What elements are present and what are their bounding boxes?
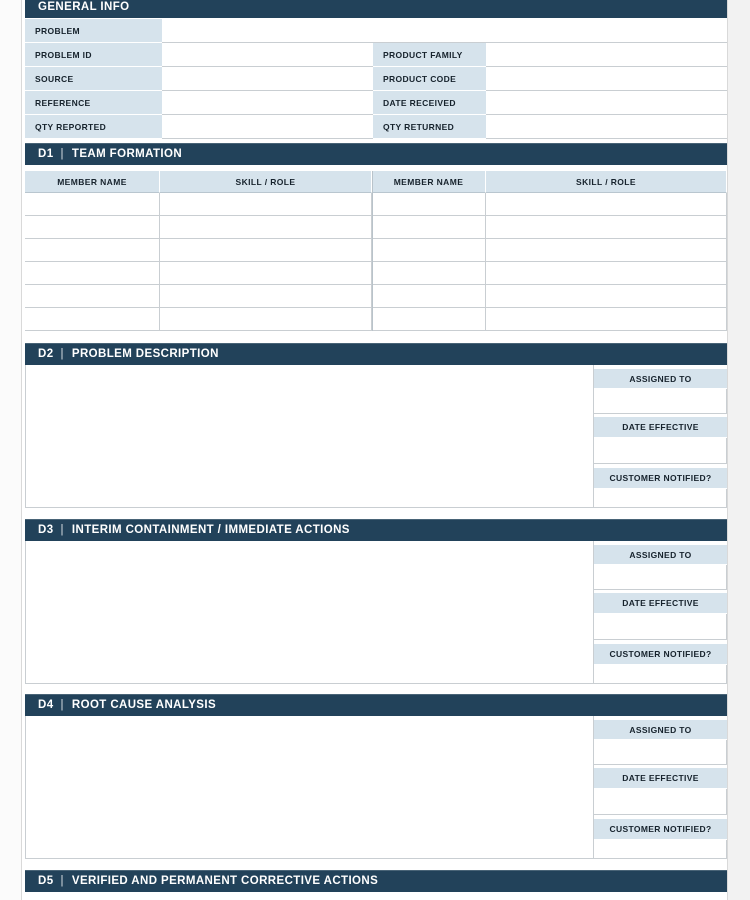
textarea-d3-actions[interactable]: [25, 541, 594, 684]
input-reference[interactable]: [162, 91, 373, 115]
section-code-d5: D5: [38, 875, 54, 887]
label-reference: REFERENCE: [25, 91, 162, 115]
section-separator-d1: |: [60, 148, 64, 160]
input-d3-assigned-to[interactable]: [594, 565, 727, 590]
table-row[interactable]: [486, 216, 727, 239]
label-source: SOURCE: [25, 67, 162, 91]
column-header-skill-role-1: SKILL / ROLE: [160, 171, 372, 193]
input-qty-returned[interactable]: [486, 115, 727, 139]
table-row[interactable]: [486, 285, 727, 308]
table-row[interactable]: [25, 216, 160, 239]
section-separator-d4: |: [60, 699, 64, 711]
table-row[interactable]: [160, 239, 372, 262]
input-d3-date-effective[interactable]: [594, 614, 727, 640]
input-product-family[interactable]: [486, 43, 727, 67]
table-row[interactable]: [160, 216, 372, 239]
section-header-general-info: [25, 0, 727, 18]
label-d2-customer-notified: CUSTOMER NOTIFIED?: [594, 468, 727, 489]
input-date-received[interactable]: [486, 91, 727, 115]
table-row[interactable]: [372, 285, 486, 308]
section-code-d3: D3: [38, 524, 54, 536]
label-d3-date-effective: DATE EFFECTIVE: [594, 593, 727, 614]
label-qty-reported: QTY REPORTED: [25, 115, 162, 139]
table-row[interactable]: [160, 285, 372, 308]
section-header-d3: [25, 519, 727, 541]
input-problem[interactable]: [162, 19, 727, 43]
table-row[interactable]: [372, 193, 486, 216]
label-product-code: PRODUCT CODE: [373, 67, 486, 91]
table-row[interactable]: [372, 216, 486, 239]
section-title-d3: INTERIM CONTAINMENT / IMMEDIATE ACTIONS: [71, 524, 350, 536]
label-d2-assigned-to: ASSIGNED TO: [594, 369, 727, 389]
input-d2-assigned-to[interactable]: [594, 389, 727, 414]
label-d3-customer-notified: CUSTOMER NOTIFIED?: [594, 644, 727, 665]
column-header-member-name-1: MEMBER NAME: [25, 171, 160, 193]
section-separator-d5: |: [60, 875, 64, 887]
section-title-d2: PROBLEM DESCRIPTION: [71, 348, 219, 360]
label-date-received: DATE RECEIVED: [373, 91, 486, 115]
label-d4-date-effective: DATE EFFECTIVE: [594, 768, 727, 789]
column-header-member-name-2: MEMBER NAME: [372, 171, 486, 193]
input-d2-customer-notified[interactable]: [594, 489, 727, 508]
section-separator-d3: |: [60, 524, 64, 536]
section-code-d1: D1: [38, 148, 54, 160]
label-problem-id: PROBLEM ID: [25, 43, 162, 67]
input-problem-id[interactable]: [162, 43, 373, 67]
textarea-d4-root-cause[interactable]: [25, 716, 594, 859]
section-code-d2: D2: [38, 348, 54, 360]
table-row[interactable]: [372, 239, 486, 262]
label-d4-customer-notified: CUSTOMER NOTIFIED?: [594, 819, 727, 840]
table-row[interactable]: [25, 262, 160, 285]
input-d3-customer-notified[interactable]: [594, 665, 727, 684]
section-header-d4: [25, 694, 727, 716]
table-row[interactable]: [486, 193, 727, 216]
table-row[interactable]: [25, 239, 160, 262]
table-row[interactable]: [486, 262, 727, 285]
label-d3-assigned-to: ASSIGNED TO: [594, 545, 727, 565]
column-header-skill-role-2: SKILL / ROLE: [486, 171, 727, 193]
label-product-family: PRODUCT FAMILY: [373, 43, 486, 67]
section-title-general-info: GENERAL INFO: [38, 1, 130, 13]
section-title-d4: ROOT CAUSE ANALYSIS: [71, 699, 217, 711]
label-qty-returned: QTY RETURNED: [373, 115, 486, 139]
table-row[interactable]: [25, 285, 160, 308]
input-d4-customer-notified[interactable]: [594, 840, 727, 859]
label-d4-assigned-to: ASSIGNED TO: [594, 720, 727, 740]
table-row[interactable]: [160, 308, 372, 331]
section-header-d1: [25, 143, 727, 165]
input-d4-date-effective[interactable]: [594, 789, 727, 815]
d1-center-divider: [372, 171, 373, 331]
table-row[interactable]: [25, 308, 160, 331]
right-column-rule: [727, 0, 728, 900]
textarea-d2-description[interactable]: [25, 365, 594, 508]
section-header-d5: [25, 870, 727, 892]
input-qty-reported[interactable]: [162, 115, 373, 139]
label-problem: PROBLEM: [25, 19, 162, 43]
section-title-d1: TEAM FORMATION: [71, 148, 183, 160]
row-gutter: [0, 0, 22, 900]
input-product-code[interactable]: [486, 67, 727, 91]
section-separator-d2: |: [60, 348, 64, 360]
table-row[interactable]: [25, 193, 160, 216]
section-code-d4: D4: [38, 699, 54, 711]
input-d4-assigned-to[interactable]: [594, 740, 727, 765]
table-row[interactable]: [160, 193, 372, 216]
table-row[interactable]: [486, 239, 727, 262]
table-row[interactable]: [372, 262, 486, 285]
input-source[interactable]: [162, 67, 373, 91]
section-title-d5: VERIFIED AND PERMANENT CORRECTIVE ACTIONS: [71, 875, 379, 887]
section-header-d2: [25, 343, 727, 365]
table-row[interactable]: [160, 262, 372, 285]
table-row[interactable]: [372, 308, 486, 331]
input-d2-date-effective[interactable]: [594, 438, 727, 464]
label-d2-date-effective: DATE EFFECTIVE: [594, 417, 727, 438]
table-row[interactable]: [486, 308, 727, 331]
